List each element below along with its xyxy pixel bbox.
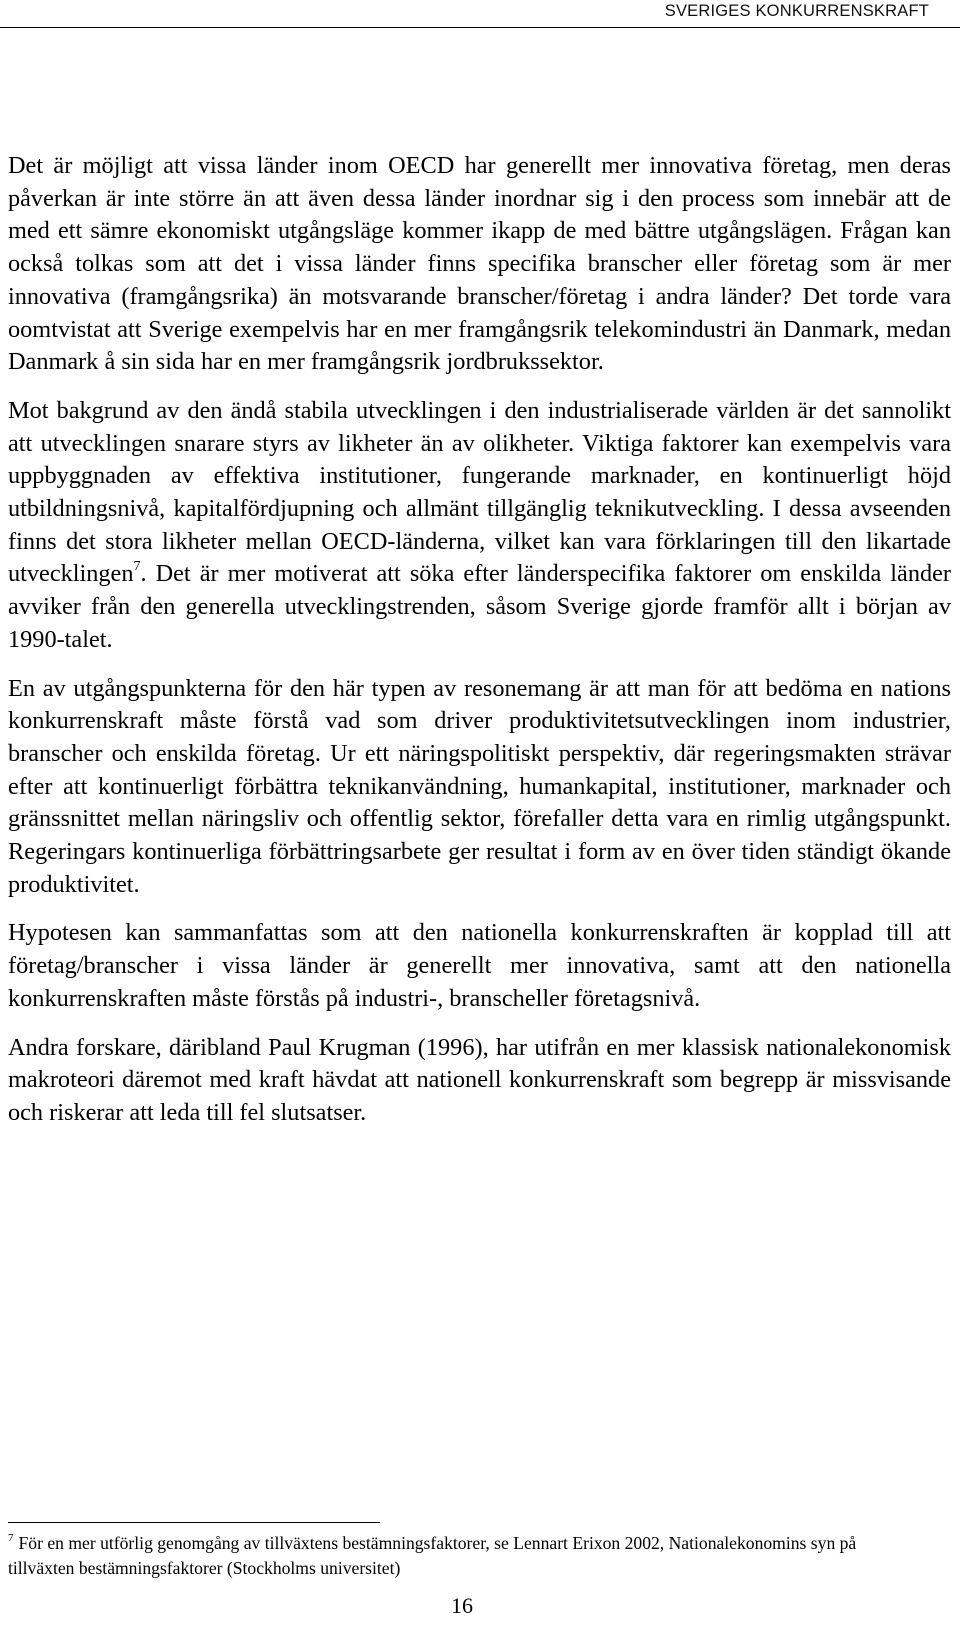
paragraph-2-text-a: Mot bakgrund av den ändå stabila utvecklingen i den industrialiserade världen är det sannolikt att utvecklingen snarare styrs av likheter än av olikheter. Viktiga faktorer kan exempelvis vara uppbyggnaden av effektiva institutioner, fungerande marknader, en kontinuerligt höjd utbildningsnivå, kapitalfördjupning och allmänt tillgänglig teknikutveckling. I dessa avseenden finns det stora likheter mellan OECD-länderna, vilket kan vara förklaringen till den likartade utvecklingen bbox=[8, 396, 951, 588]
paragraph-4: Hypotesen kan sammanfattas som att den nationella konkurrenskraften är kopplad till att företag/branscher i vissa länder är generellt mer innovativa, samt att den nationella konkurrenskraften måste förstås på industri-, branscheller företagsnivå. bbox=[8, 919, 951, 1012]
body-text bbox=[8, 150, 951, 1130]
footnote-number: 7 bbox=[8, 1532, 14, 1544]
paragraph-2-text-b: . Det är mer motiverat att söka efter länderspecifika faktorer om enskilda länder avviker från den generella utvecklingstrenden, såsom Sverige gjorde framför allt i början av 1990-talet. bbox=[8, 560, 951, 653]
footnote-divider bbox=[8, 1522, 380, 1523]
footnote-text: För en mer utförlig genomgång av tillväxtens bestämningsfaktorer, se Lennart Erixon 2002, Nationalekonomins syn på tillväxten bestämningsfaktorer (Stockholms universitet) bbox=[8, 1533, 857, 1578]
paragraph-3: En av utgångspunkterna för den här typen av resonemang är att man för att bedöma en nations konkurrenskraft måste förstå vad som driver produktivitetsutvecklingen inom industrier, branscher och enskilda företag. Ur ett näringspolitiskt perspektiv, där regeringsmakten strävar efter att kontinuerligt förbättra teknikanvändning, humankapital, institutioner, marknader och gränssnittet mellan näringsliv och offentlig sektor, förefaller detta vara en rimlig utgångspunkt. Regeringars kontinuerliga förbättringsarbete ger resultat i form av en över tiden ständigt ökande produktivitet. bbox=[8, 674, 951, 898]
paragraph-5: Andra forskare, däribland Paul Krugman (1996), har utifrån en mer klassisk nationalekonomisk makroteori däremot med kraft hävdat att nationell konkurrenskraft som begrepp är missvisande och riskerar att leda till fel slutsatser. bbox=[8, 1033, 951, 1126]
running-header: SVERIGES KONKURRENSKRAFT bbox=[664, 2, 929, 20]
paragraph-1: Det är möjligt att vissa länder inom OECD har generellt mer innovativa företag, men deras påverkan är inte större än att även dessa länder inordnar sig i den process som innebär att de med ett sämre ekonomiskt utgångsläge kommer ikapp de med bättre utgångslägen. Frågan kan också tolkas som att det i vissa länder finns specifika branscher eller företag som är mer innovativa (framgångsrika) än motsvarande branscher/företag i andra länder? Det torde vara oomtvistat att Sverige exempelvis har en mer framgångsrik telekomindustri än Danmark, medan Danmark å sin sida har en mer framgångsrik jordbrukssektor. bbox=[8, 152, 951, 376]
footnote bbox=[8, 1531, 908, 1581]
paragraph-2 bbox=[8, 395, 951, 657]
page-number: 16 bbox=[451, 1593, 473, 1618]
header-divider bbox=[0, 27, 960, 28]
footnote-reference[interactable]: 7 bbox=[133, 559, 141, 575]
